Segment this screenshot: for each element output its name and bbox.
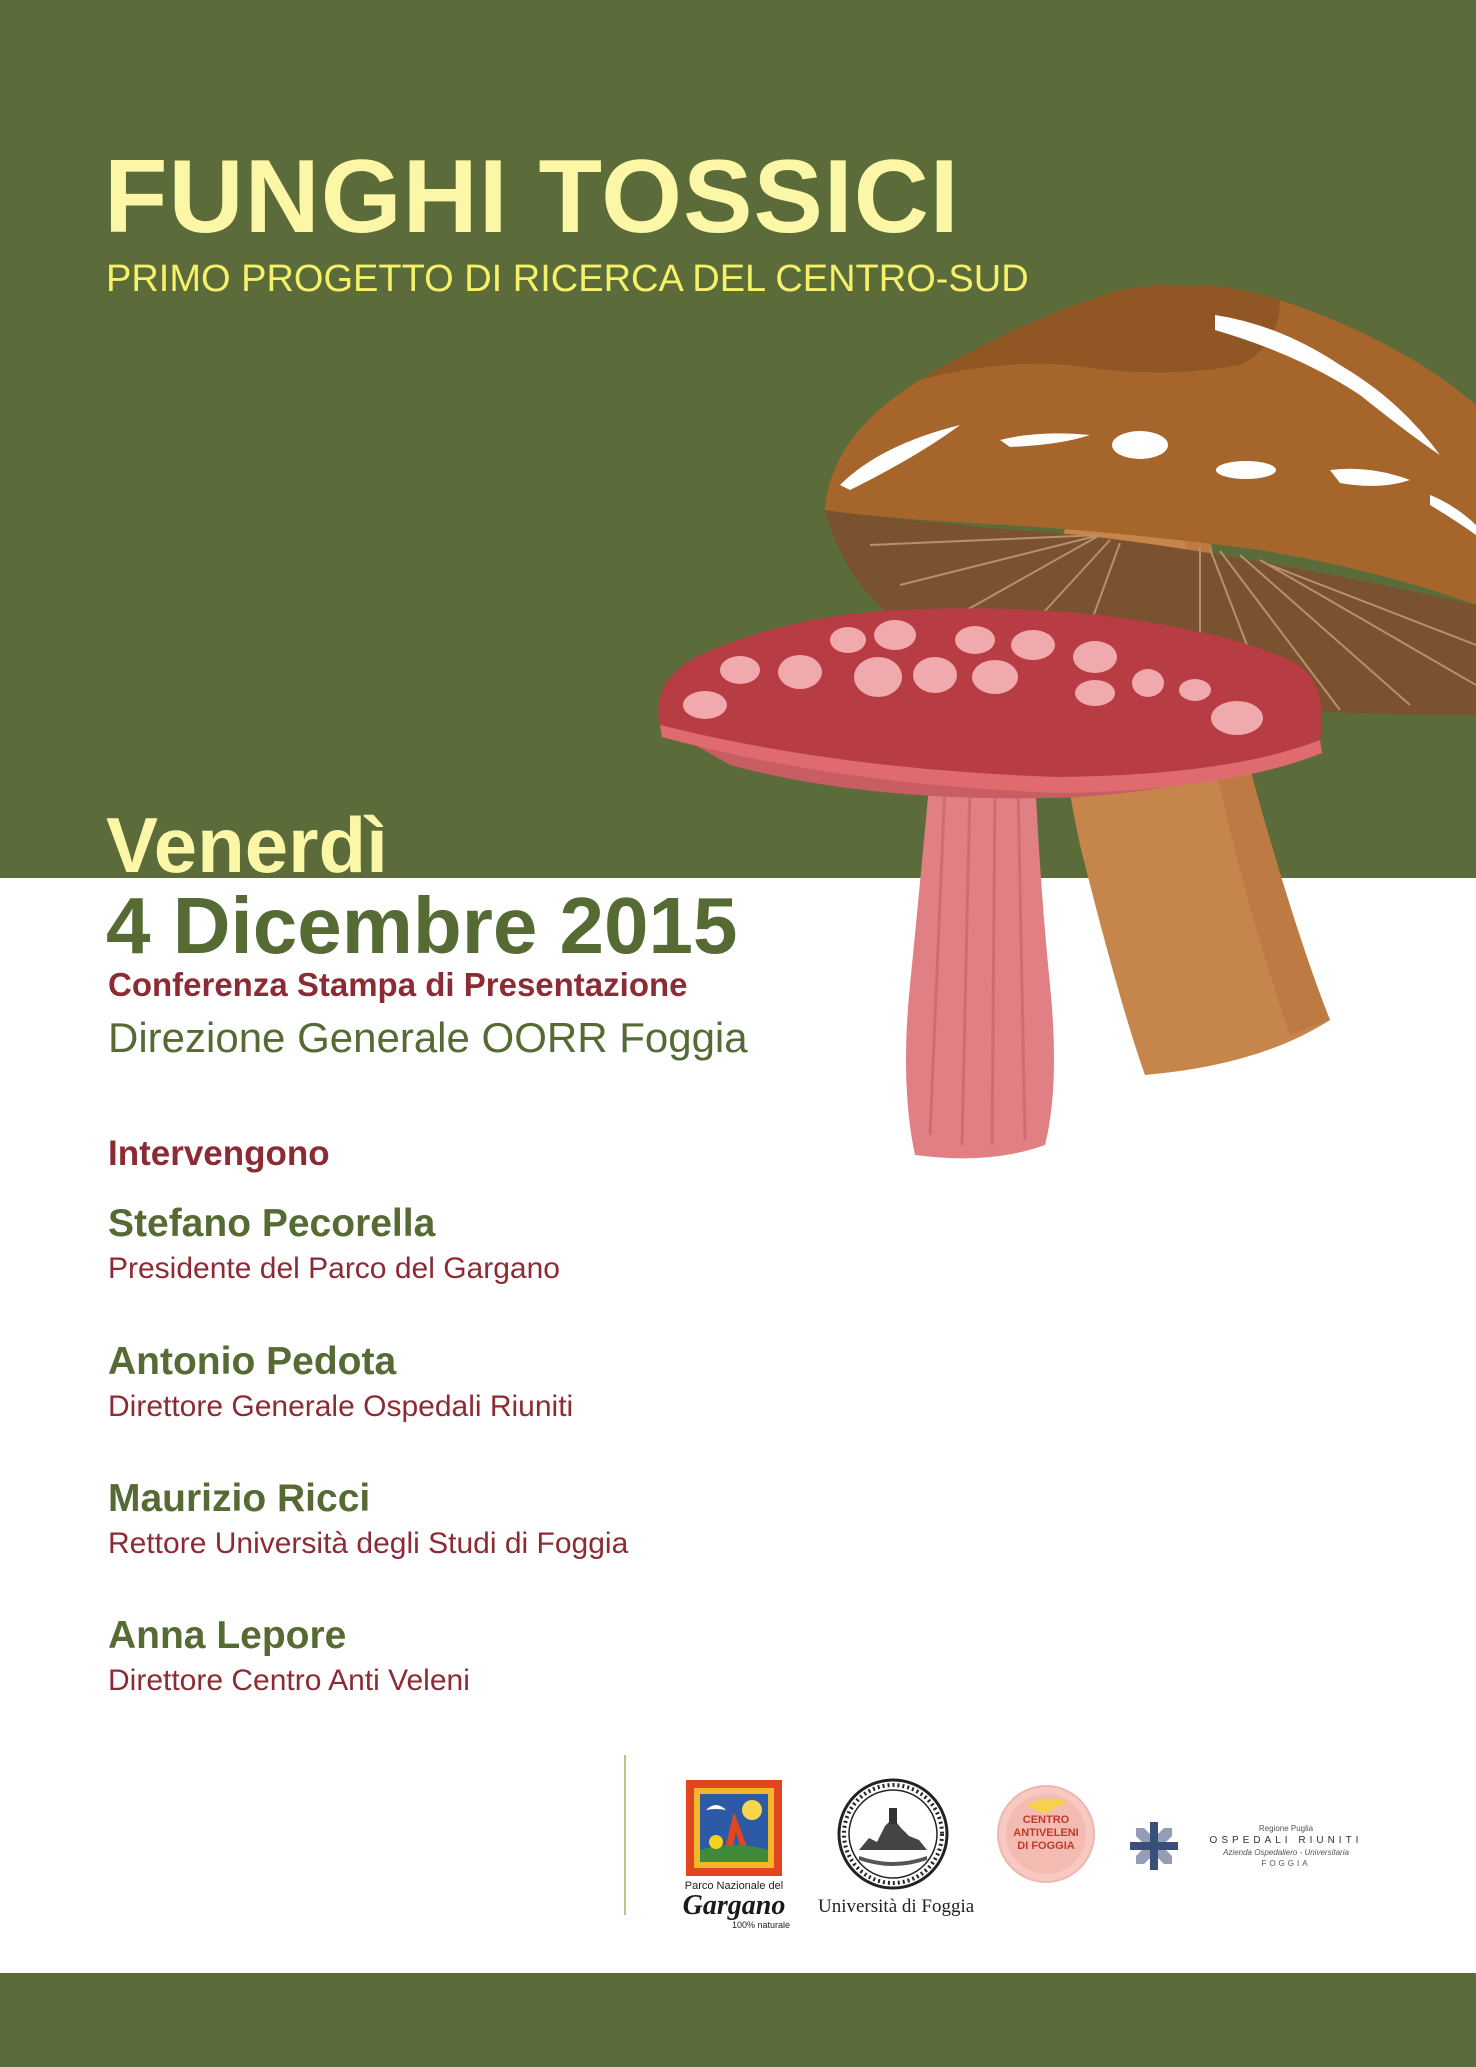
event-venue: Direzione Generale OORR Foggia xyxy=(108,1014,748,1061)
speaker-role: Direttore Generale Ospedali Riuniti xyxy=(108,1390,574,1423)
speakers-heading: Intervengono xyxy=(108,1134,330,1173)
speaker-3 xyxy=(108,1477,628,1561)
event-type: Conferenza Stampa di Presentazione xyxy=(108,966,688,1003)
unifg-logo xyxy=(818,1778,975,1918)
speaker-4 xyxy=(108,1614,470,1698)
ospedali-logo xyxy=(1196,1824,1376,1868)
gargano-logo xyxy=(678,1780,790,1930)
event-date: 4 Dicembre 2015 xyxy=(106,881,738,970)
speaker-2 xyxy=(108,1340,573,1424)
antiveleni-text: CENTRO ANTIVELENI DI FOGGIA xyxy=(1013,1814,1079,1852)
speaker-name: Anna Lepore xyxy=(108,1614,347,1657)
ospedali-city: FOGGIA xyxy=(1261,1859,1311,1868)
bottom-green-band xyxy=(0,1973,1476,2067)
poster-subtitle: PRIMO PROGETTO DI RICERCA DEL CENTRO-SUD xyxy=(106,258,1029,300)
gargano-emblem-icon xyxy=(686,1780,782,1876)
speaker-name: Antonio Pedota xyxy=(108,1340,397,1383)
logo-divider xyxy=(624,1755,626,1915)
speaker-name: Maurizio Ricci xyxy=(108,1477,371,1520)
ospedali-region: Regione Puglia xyxy=(1258,1824,1314,1833)
gargano-name: Gargano xyxy=(682,1890,786,1921)
poster-title: FUNGHI TOSSICI xyxy=(104,139,960,255)
gargano-tag: 100% naturale xyxy=(731,1920,790,1930)
mushrooms-illustration xyxy=(640,285,1476,1185)
unifg-caption: Università di Foggia xyxy=(818,1896,975,1917)
event-day: Venerdì xyxy=(106,801,388,889)
ospedali-sub: Azienda Ospedaliero - Universitaria xyxy=(1223,1848,1349,1857)
speaker-role: Rettore Università degli Studi di Foggia xyxy=(108,1527,629,1560)
ospedali-cross-icon xyxy=(1126,1818,1182,1874)
ospedali-emblem xyxy=(1126,1818,1182,1874)
ospedali-name: OSPEDALI RIUNITI xyxy=(1209,1835,1363,1846)
speaker-1 xyxy=(108,1202,560,1286)
speaker-name: Stefano Pecorella xyxy=(108,1202,436,1245)
speaker-role: Direttore Centro Anti Veleni xyxy=(108,1664,470,1697)
gargano-line1: Parco Nazionale del xyxy=(684,1880,784,1892)
university-seal-icon xyxy=(837,1778,949,1890)
speaker-role: Presidente del Parco del Gargano xyxy=(108,1252,560,1285)
antiveleni-logo xyxy=(996,1784,1096,1884)
